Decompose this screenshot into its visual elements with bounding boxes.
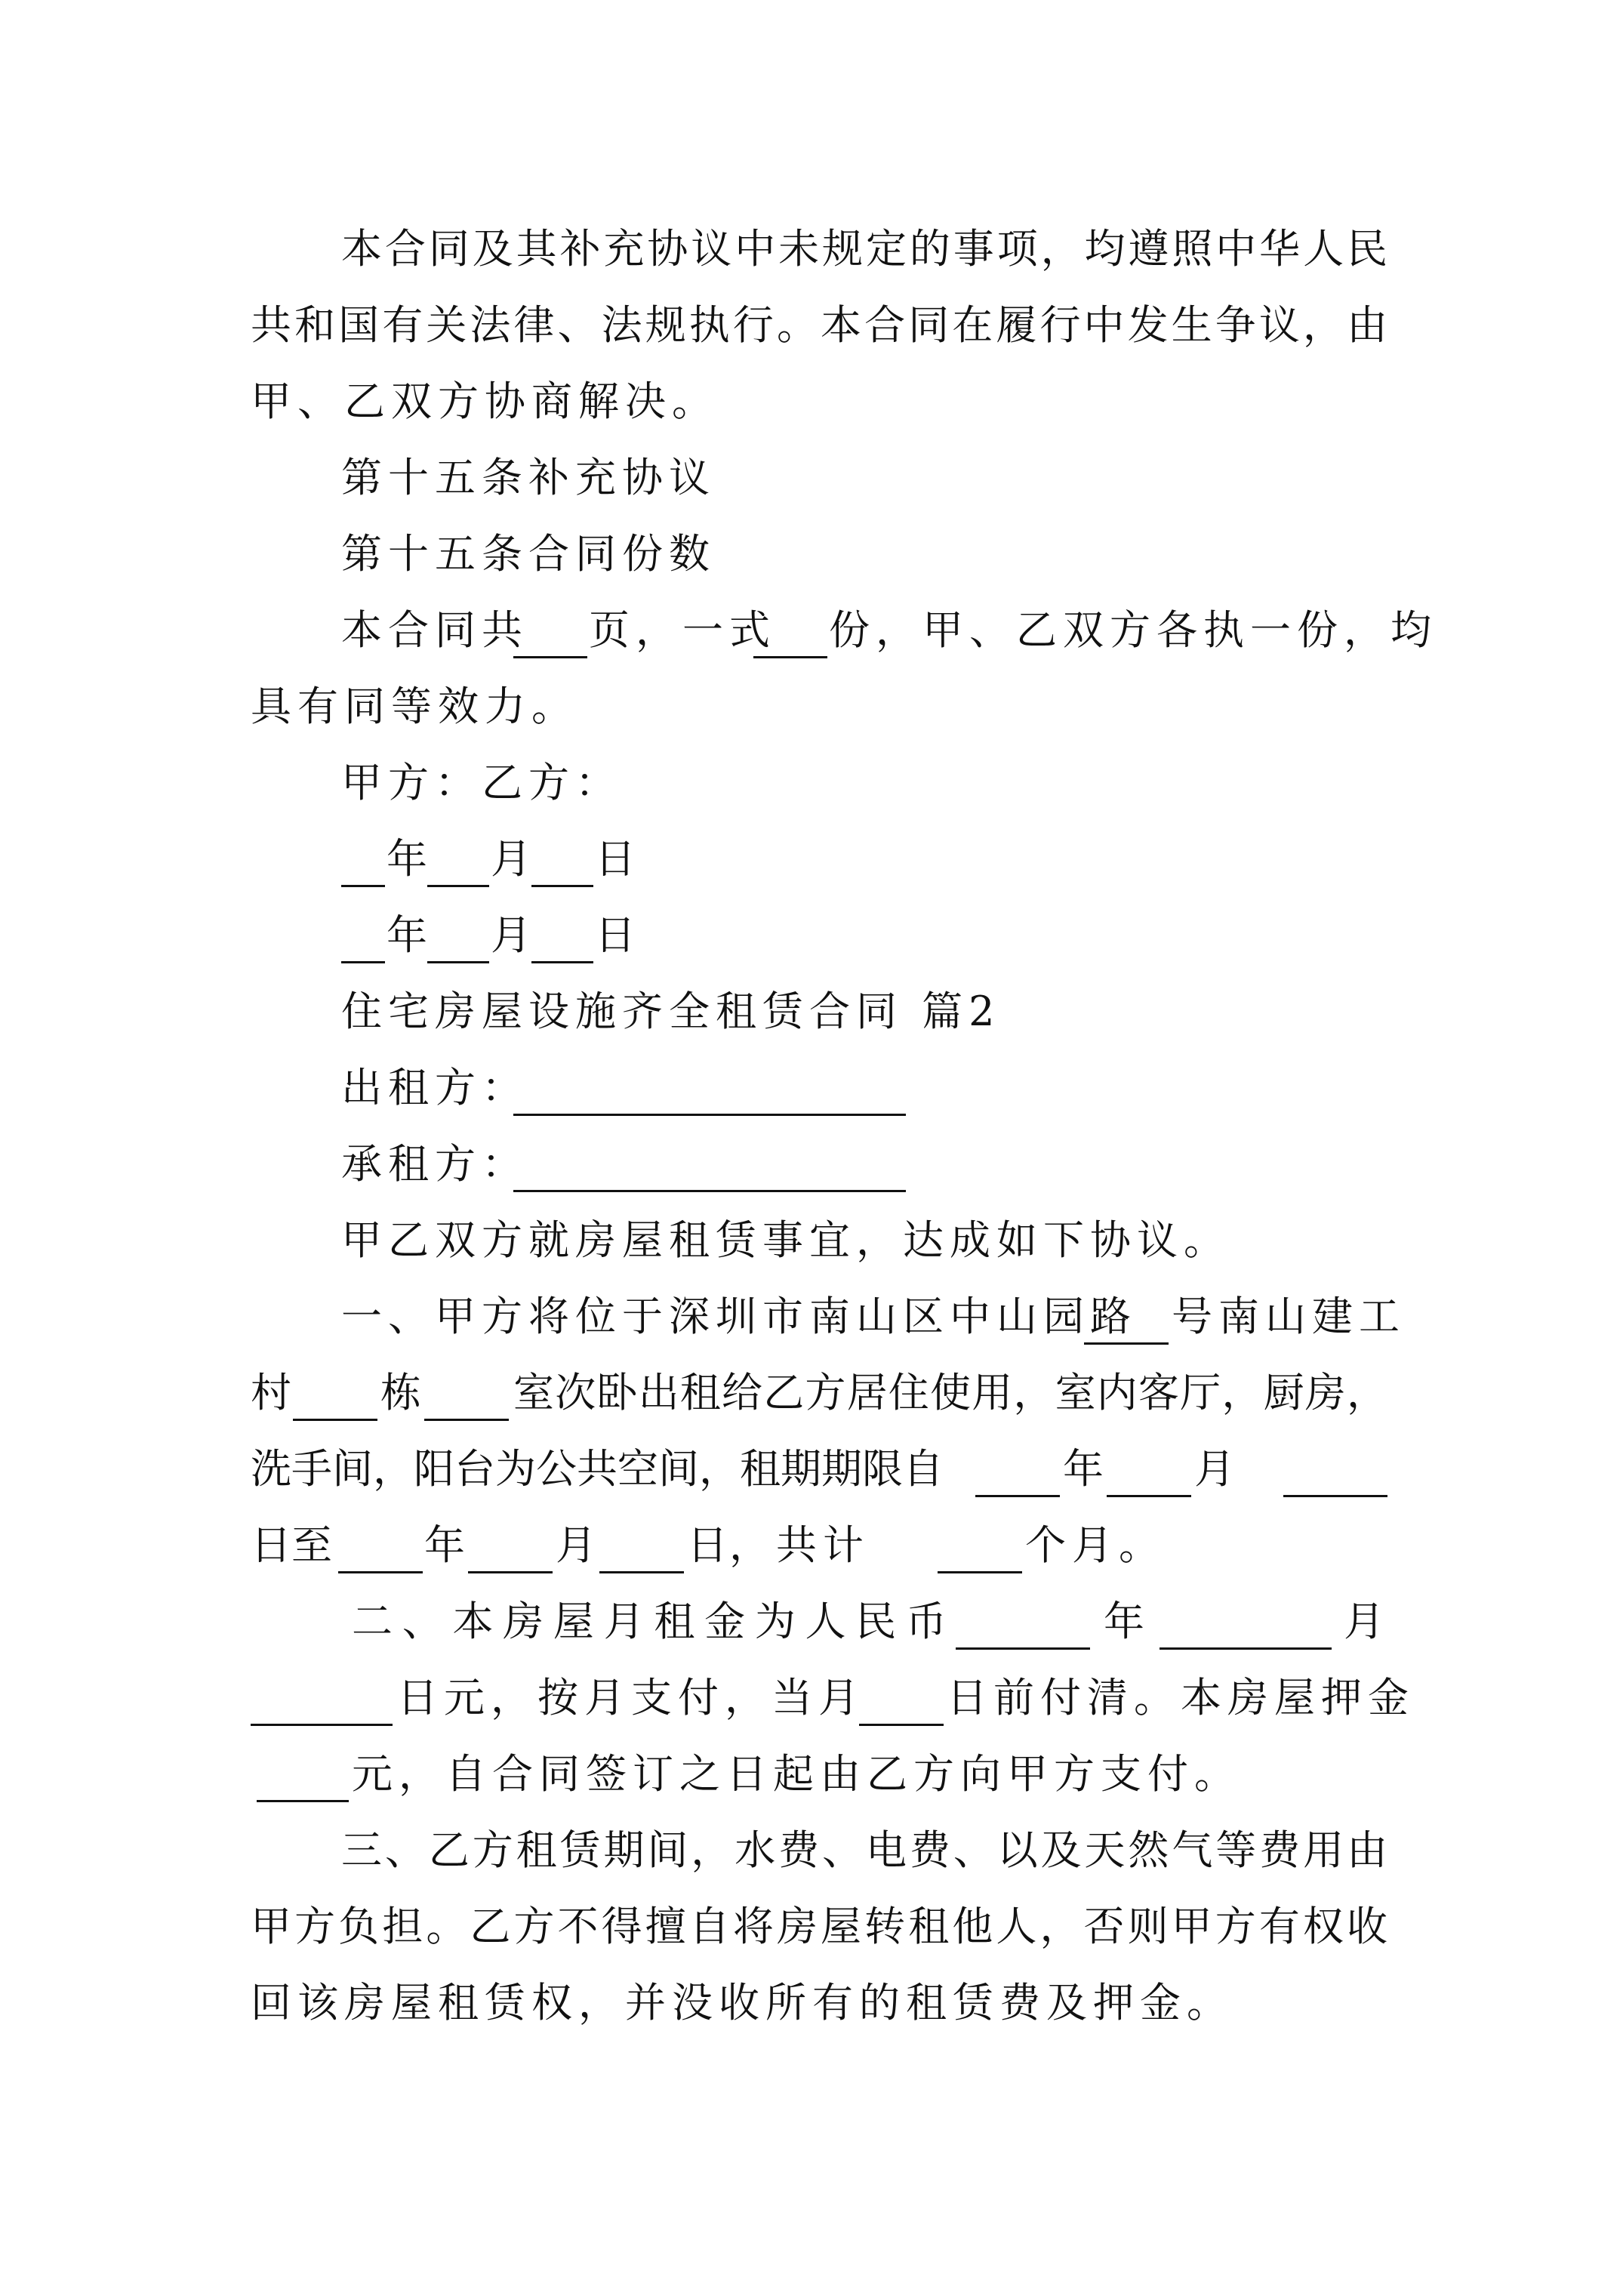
text-segment: 元，自合同签订之日起由乙方向甲方支付。 <box>352 1750 1241 1798</box>
blank-underline <box>975 1441 1060 1497</box>
text-segment: 日 <box>687 1521 728 1569</box>
text-line: 回该房屋租赁权，并没收所有的租赁费及押金。 <box>251 1979 1233 2026</box>
text-segment: 二、本房屋月租金为人民币 <box>352 1598 947 1645</box>
text-segment: 月 <box>556 1521 596 1569</box>
text-segment: 年 <box>387 911 427 959</box>
blank-underline <box>531 831 593 887</box>
text-segment: 洗手间，阳台为公共空间，租期期限自 <box>251 1445 944 1493</box>
text-segment: 栋 <box>380 1369 421 1416</box>
blank-underline <box>424 1364 509 1421</box>
blank-underline <box>599 1517 684 1573</box>
text-line: 具有同等效力。 <box>251 683 578 730</box>
blank-underline <box>1283 1441 1387 1497</box>
text-segment: 年 <box>424 1521 465 1569</box>
paragraph-line <box>0 288 1623 363</box>
text-segment: 月 <box>491 835 531 883</box>
text-segment: 年 <box>1063 1445 1104 1493</box>
text-segment: 承租方： <box>341 1140 528 1188</box>
date-line <box>0 821 1623 897</box>
blank-underline <box>427 907 489 963</box>
blank-underline <box>531 907 593 963</box>
text-segment: 一、甲方将位于深圳市南山区中山园路 <box>341 1293 1137 1340</box>
text-segment: 日至 <box>251 1521 332 1569</box>
paragraph-line <box>0 1508 1623 1583</box>
blank-underline <box>513 1059 906 1116</box>
clause-heading <box>0 516 1623 592</box>
party-line <box>0 1050 1623 1126</box>
party-line <box>0 1126 1623 1202</box>
text-segment: 号南山建工 <box>1172 1293 1406 1340</box>
date-line <box>0 898 1623 973</box>
blank-underline <box>1160 1593 1332 1650</box>
paragraph-line <box>0 1203 1623 1278</box>
text-segment: ，共计 <box>729 1521 870 1569</box>
text-segment: 页，一式 <box>589 606 776 654</box>
blank-underline <box>293 1364 377 1421</box>
text-segment: 日元，按月支付，当月 <box>397 1674 865 1721</box>
signature-line <box>0 745 1623 821</box>
paragraph-line <box>0 364 1623 439</box>
text-line: 共和国有关法律、法规执行。本合同在履行中发生争议，由 <box>251 301 1387 349</box>
blank-underline <box>938 1517 1022 1573</box>
blank-underline <box>468 1517 553 1573</box>
blank-underline <box>251 1669 393 1726</box>
blank-underline <box>427 831 489 887</box>
paragraph-line <box>0 211 1623 287</box>
text-line: 住宅房屋设施齐全租赁合同 篇2 <box>341 988 1001 1035</box>
text-segment: 年 <box>1104 1598 1144 1645</box>
section-title <box>0 974 1623 1049</box>
text-segment: 出租方： <box>341 1064 528 1111</box>
text-segment: 月 <box>1194 1445 1235 1493</box>
blank-underline <box>341 831 385 887</box>
text-line: 第十五条补充协议 <box>341 454 716 501</box>
text-line: 本合同及其补充协议中未规定的事项，均遵照中华人民 <box>341 225 1387 273</box>
paragraph-line <box>0 669 1623 744</box>
paragraph-line <box>0 1279 1623 1354</box>
text-segment: 月 <box>491 911 531 959</box>
text-line: 甲乙双方就房屋租赁事宜，达成如下协议。 <box>341 1216 1230 1264</box>
text-segment: 个月。 <box>1025 1521 1166 1569</box>
text-segment: 日前付清。本房屋押金 <box>947 1674 1415 1721</box>
blank-underline <box>338 1517 423 1573</box>
blank-underline <box>956 1593 1090 1650</box>
text-segment: 日 <box>595 911 636 959</box>
blank-underline <box>513 1136 906 1192</box>
paragraph-line <box>0 1432 1623 1507</box>
text-line: 甲方负担。乙方不得擅自将房屋转租他人，否则甲方有权收 <box>251 1903 1387 1950</box>
blank-underline <box>1084 1288 1169 1345</box>
text-segment: 月 <box>1344 1598 1384 1645</box>
text-segment: 份，甲、乙双方各执一份，均 <box>829 606 1437 654</box>
text-line: 第十五条合同份数 <box>341 530 716 578</box>
text-line: 甲方：乙方： <box>341 759 622 806</box>
blank-underline <box>753 602 827 658</box>
blank-underline <box>1107 1441 1191 1497</box>
paragraph-line <box>0 1965 1623 2041</box>
paragraph-line <box>0 1355 1623 1431</box>
paragraph-line <box>0 593 1623 668</box>
text-line: 甲、乙双方协商解决。 <box>251 378 719 425</box>
text-segment: 本合同共 <box>341 606 528 654</box>
paragraph-line <box>0 1813 1623 1888</box>
text-segment: 室次卧出租给乙方居住使用，室内客厅，厨房， <box>513 1369 1387 1416</box>
blank-underline <box>859 1669 944 1726</box>
paragraph-line <box>0 1584 1623 1660</box>
paragraph-line <box>0 1889 1623 1965</box>
clause-heading <box>0 440 1623 516</box>
blank-underline <box>513 602 587 658</box>
paragraph-line <box>0 1737 1623 1812</box>
blank-underline <box>341 907 385 963</box>
text-segment: 年 <box>387 835 427 883</box>
text-segment: 日 <box>595 835 636 883</box>
text-line: 三、乙方租赁期间，水费、电费、以及天然气等费用由 <box>341 1826 1387 1874</box>
paragraph-line <box>0 1660 1623 1736</box>
blank-underline <box>257 1746 349 1802</box>
text-segment: 村 <box>251 1369 291 1416</box>
